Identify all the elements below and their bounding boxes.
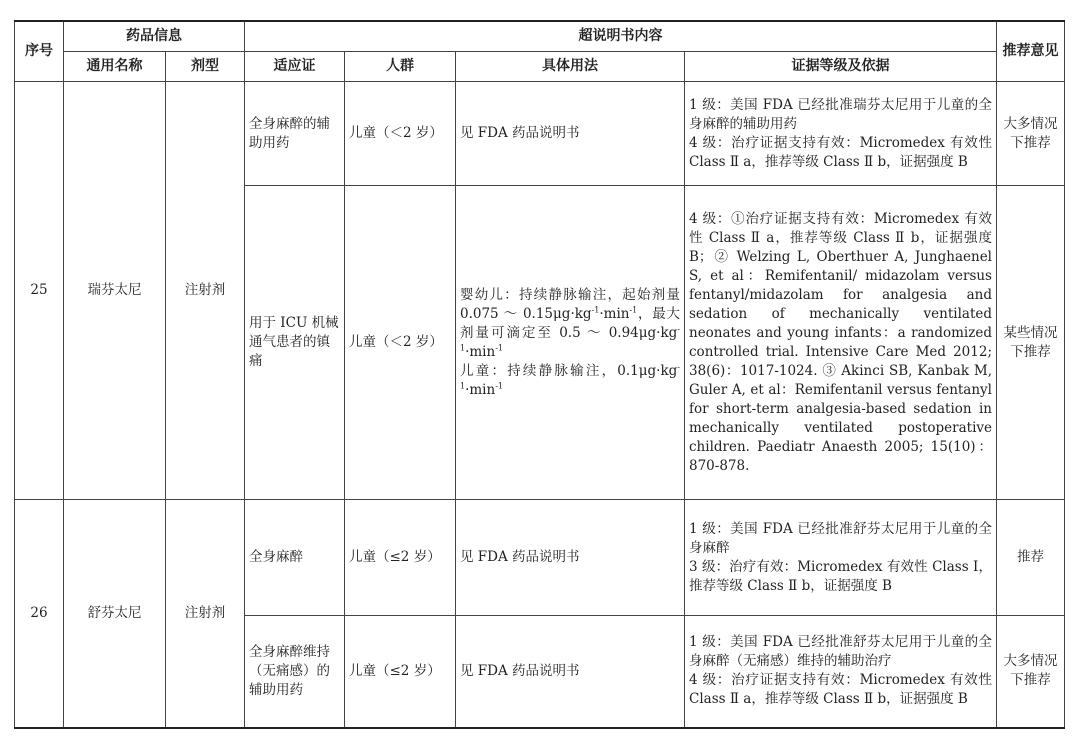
cell-usage: 见 FDA 药品说明书 <box>456 616 685 728</box>
cell-indication: 全身麻醉维持（无痛感）的辅助用药 <box>245 616 345 728</box>
header-recommend: 推荐意见 <box>997 21 1065 82</box>
cell-dosage-form: 注射剂 <box>166 500 245 728</box>
cell-usage: 婴幼儿：持续静脉输注，起始剂量 0.075 ～ $0.15\mu g\cdot kg^{-1}\cdot\min^{-1}$，最大剂量可滴定至 0.5 ～ $0.94\mu g\cdot kg^{-1}\cdot\min^{-1}$ 儿童：持续静脉输注，$0.1\mu g\cdot kg^{-1}\cdot\min^{-1}$ <box>456 186 685 500</box>
cell-seq: 25 <box>15 82 64 500</box>
cell-dosage-form: 注射剂 <box>166 82 245 500</box>
evidence-text: 1 级：美国 FDA 已经批准瑞芬太尼用于儿童的全身麻醉的辅助用药 4 级：治疗证据支持有效：Micromedex 有效性 Class Ⅱ a，推荐等级 Class Ⅱ b，证据强度 B <box>689 96 992 170</box>
usage-text: 婴幼儿：持续静脉输注，起始剂量 0.075 ～ 0.15μg·kg <box>460 286 680 322</box>
header-seq: 序号 <box>15 21 64 82</box>
cell-evidence: 4 级：①治疗证据支持有效：Micromedex 有效性 Class Ⅱ a，推荐等级 Class Ⅱ b，证据强度 B；② Welzing L, Oberthuer A, Junghaenel S, et al：Remifentanil/ midazolam versus fentanyl/midazolam for analgesia and sedation of mechanically ventilated neonates and young infants：a randomized controlled trial. Intensive Care Med 2012; 38(6)：1017-1024. ③ Akinci SB, Kanbak M, Guler A, et al：Remifentanil versus fentanyl for short-term analgesia-based sedation in mechanically ventilated postoperative children. Paediatr Anaesth 2005; 15(10)：870-878. <box>685 186 997 500</box>
header-generic-name: 通用名称 <box>64 52 166 82</box>
cell-seq: 26 <box>15 500 64 728</box>
cell-recommendation: 推荐 <box>997 500 1065 616</box>
header-indication: 适应证 <box>245 52 345 82</box>
cell-usage: 见 FDA 药品说明书 <box>456 82 685 186</box>
header-drug-info: 药品信息 <box>64 21 245 52</box>
header-off-label: 超说明书内容 <box>245 21 997 52</box>
cell-indication: 全身麻醉的辅助用药 <box>245 82 345 186</box>
off-label-drug-table <box>14 20 1065 729</box>
cell-population: 儿童（＜2 岁） <box>345 82 456 186</box>
header-usage: 具体用法 <box>456 52 685 82</box>
evidence-text: 1 级：美国 FDA 已经批准舒芬太尼用于儿童的全身麻醉 3 级：治疗有效：Micromedex 有效性 Class Ⅰ，推荐等级 Class Ⅱ b，证据强度 B <box>689 520 992 594</box>
cell-population: 儿童（≤2 岁） <box>345 500 456 616</box>
table-row <box>15 500 1065 616</box>
header-evidence: 证据等级及依据 <box>685 52 997 82</box>
cell-recommendation: 大多情况下推荐 <box>997 82 1065 186</box>
cell-generic-name: 瑞芬太尼 <box>64 82 166 500</box>
cell-population: 儿童（≤2 岁） <box>345 616 456 728</box>
cell-indication: 全身麻醉 <box>245 500 345 616</box>
evidence-text: 1 级：美国 FDA 已经批准舒芬太尼用于儿童的全身麻醉（无痛感）维持的辅助治疗 4 级：治疗证据支持有效：Micromedex 有效性 Class Ⅱ a，推荐等级 Class Ⅱ b，证据强度 B <box>689 634 992 708</box>
header-population: 人群 <box>345 52 456 82</box>
header-dosage-form: 剂型 <box>166 52 245 82</box>
cell-generic-name: 舒芬太尼 <box>64 500 166 728</box>
cell-recommendation: 大多情况下推荐 <box>997 616 1065 728</box>
cell-evidence <box>685 500 997 616</box>
cell-recommendation: 某些情况下推荐 <box>997 186 1065 500</box>
cell-evidence <box>685 82 997 186</box>
cell-indication: 用于 ICU 机械通气患者的镇痛 <box>245 186 345 500</box>
table-row <box>15 82 1065 186</box>
cell-evidence <box>685 616 997 728</box>
cell-usage: 见 FDA 药品说明书 <box>456 500 685 616</box>
cell-population: 儿童（＜2 岁） <box>345 186 456 500</box>
